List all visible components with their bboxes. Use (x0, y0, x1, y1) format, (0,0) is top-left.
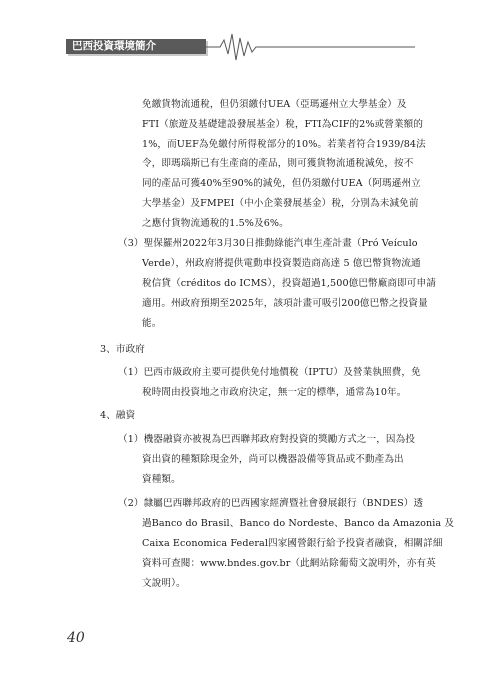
text-line: 同的產品可獲40%至90%的減免，但仍須繳付UEA（阿瑪遜州立 (142, 178, 421, 189)
text-line: 過Banco do Brasil、Banco do Nordeste、Banco da Amazonia 及 (142, 518, 455, 529)
text-line: 1%，而UEF為免繳付所得稅部分的10%。若業者符合1939/84法 (142, 139, 426, 150)
text-line: 令，即瑪瑙斯已有生產商的產品，則可獲貨物流通稅減免，按不 (142, 158, 414, 169)
page-number: 40 (67, 630, 85, 646)
text-line: 資料可查閱：www.bndes.gov.br（此網站除葡萄文說明外，亦有英 (142, 558, 436, 569)
text-line: 資出資的種類除現金外，尚可以機器設備等貨品或不動產為出 (142, 454, 404, 465)
text-line: （2）隸屬巴西聯邦政府的巴西國家經濟暨社會發展銀行（BNDES）透 (118, 498, 424, 509)
text-line: FTI（旅遊及基礎建設發展基金）稅，FTI為CIF的2%或營業額的 (142, 119, 424, 130)
section-heading: 4、融資 (100, 410, 136, 421)
header-title: 巴西投資環境簡介 (72, 40, 156, 52)
text-line: 大學基金）及FMPEI（中小企業發展基金）稅，分別為未減免前 (142, 198, 419, 209)
text-line: 稅時間由投資地之市政府決定，無一定的標準，通常為10年。 (142, 387, 407, 398)
text-line: 適用。州政府預期至2025年，該項計畫可吸引200億巴幣之投資量 (142, 298, 428, 309)
text-line: 資種類。 (142, 474, 181, 485)
text-line: （1）機器融資亦被視為巴西聯邦政府對投資的獎勵方式之一，因為投 (118, 434, 416, 445)
text-line: （1）巴西市級政府主要可提供免付地價稅（IPTU）及營業執照費，免 (118, 367, 421, 378)
text-line: 之應付貨物流通稅的1.5%及6%。 (142, 218, 289, 229)
text-line: 稅信貸（créditos do ICMS），投資超過1,500億巴幣廠商即可申請 (142, 278, 436, 289)
text-line: 免繳貨物流通稅，但仍須繳付UEA（亞瑪遜州立大學基金）及 (142, 99, 407, 110)
text-line: （3）聖保羅州2022年3月30日推動綠能汽車生產計畫（Pró Veículo (118, 238, 418, 249)
text-line: Caixa Economica Federal四家國營銀行給予投資者融資，相關詳細 (142, 538, 443, 549)
text-line: 能。 (142, 318, 162, 329)
text-line: 文說明）。 (142, 578, 186, 589)
text-line: Verde），州政府將提供電動車投資製造商高達 5 億巴幣貨物流通 (142, 258, 421, 269)
section-heading: 3、市政府 (100, 344, 145, 355)
